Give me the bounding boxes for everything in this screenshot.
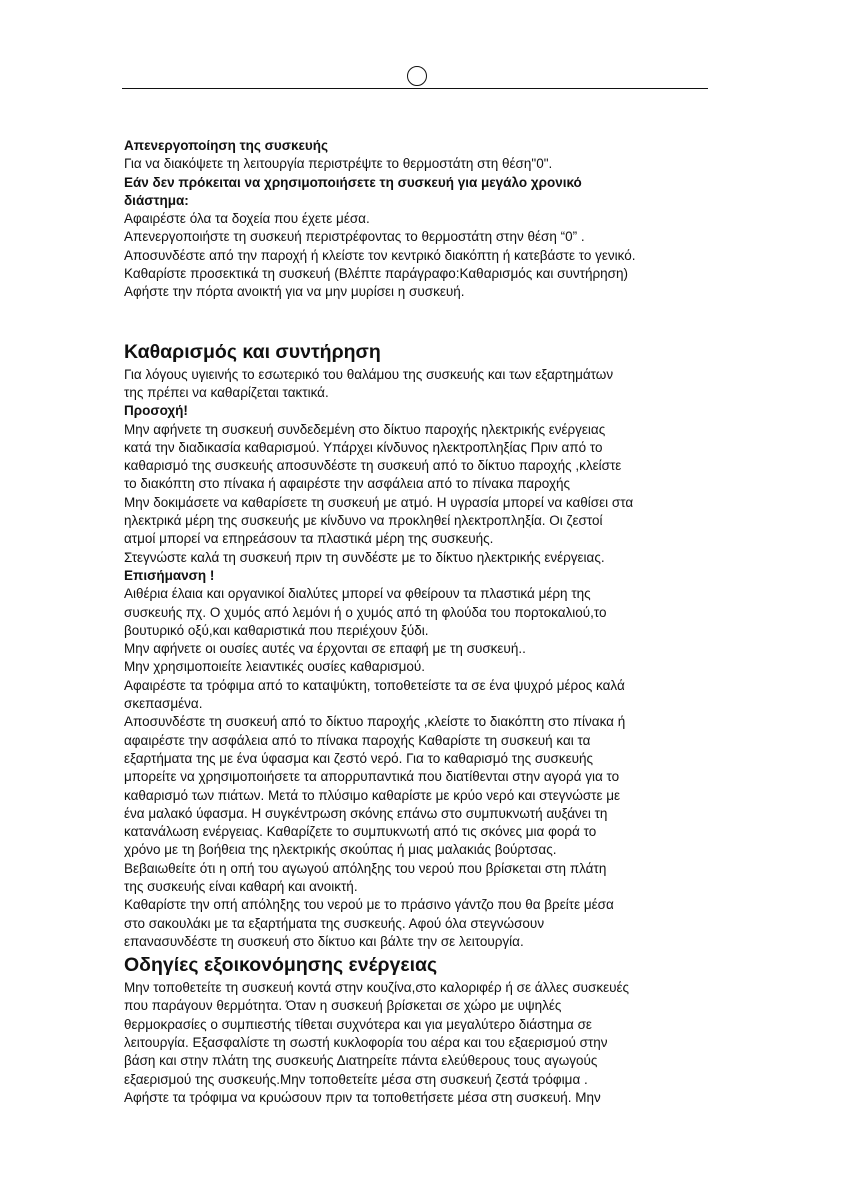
- text-line: Αφαιρέστε όλα τα δοχεία που έχετε μέσα.: [124, 211, 370, 227]
- header-rule: [122, 88, 708, 89]
- text-line: στο σακουλάκι με τα εξαρτήματα της συσκευής. Αφού όλα στεγνώσουν: [124, 915, 545, 931]
- text-line: Για να διακόψετε τη λειτουργία περιστρέψτε το θερμοστάτη στη θέση"0".: [124, 156, 553, 172]
- text-line: εξαερισμού της συσκευής.Μην τοποθετείτε μέσα στη συσκευή ζεστά τρόφιμα .: [124, 1071, 588, 1087]
- text-line: αφαιρέστε την ασφάλεια από το πίνακα παροχής Καθαρίστε τη συσκευή και τα: [124, 732, 591, 748]
- text-line: Αποσυνδέστε τη συσκευή από το δίκτυο παροχής ,κλείστε το διακόπτη στο πίνακα ή: [124, 714, 626, 730]
- text-line: Αιθέρια έλαια και οργανικοί διαλύτες μπορεί να φθείρουν τα πλαστικά μέρη της: [124, 586, 591, 602]
- text-line: Απενεργοποιήστε τη συσκευή περιστρέφοντας το θερμοστάτη στην θέση “0” .: [124, 229, 585, 245]
- text-line: επανασυνδέστε τη συσκευή στο δίκτυο και βάλτε την σε λειτουργία.: [124, 933, 524, 949]
- text-line: που παράγουν θερμότητα. Όταν η συσκευή βρίσκεται σε χώρο με υψηλές: [124, 998, 562, 1014]
- text-line: Μην τοποθετείτε τη συσκευή κοντά στην κουζίνα,στο καλοριφέρ ή σε άλλες συσκευές: [124, 980, 630, 996]
- text-line: κατανάλωση ενέργειας. Καθαρίζετε το συμπυκνωτή από τις σκόνες μια φορά το: [124, 824, 597, 840]
- text-line: Βεβαιωθείτε ότι η οπή του αγωγού απόληξης του νερού που βρίσκεται στη πλάτη: [124, 860, 607, 876]
- text-line: Αφαιρέστε τα τρόφιμα από το καταψύκτη, τοποθετείστε τα σε ένα ψυχρό μέρος καλά: [124, 677, 625, 693]
- text-line: Αποσυνδέστε από την παροχή ή κλείστε τον κεντρικό διακόπτη ή κατεβάστε το γενικό.: [124, 247, 636, 263]
- text-line-bold: Προσοχή!: [124, 403, 188, 419]
- text-line: σκεπασμένα.: [124, 696, 203, 712]
- text-line: καθαρισμό της συσκευής αποσυνδέστε τη συσκευή από το δίκτυο παροχής ,κλείστε: [124, 458, 622, 474]
- text-line: Αφήστε την πόρτα ανοικτή για να μην μυρίσει η συσκευή.: [124, 284, 465, 300]
- text-line: ηλεκτρικά μέρη της συσκευής με κίνδυνο να προκληθεί ηλεκτροπληξία. Οι ζεστοί: [124, 513, 603, 529]
- document-body: [124, 137, 724, 1107]
- text-line: χρόνο με τη βοήθεια της ηλεκτρικής σκούπας ή μιας μαλακιάς βούρτσας.: [124, 842, 557, 858]
- text-line: θερμοκρασίες ο συμπιεστής τίθεται συχνότερα και για μεγαλύτερο διάστημα σε: [124, 1016, 592, 1032]
- text-line: Στεγνώστε καλά τη συσκευή πριν τη συνδέστε με το δίκτυο ηλεκτρικής ενέργειας.: [124, 549, 605, 565]
- text-line: Αφήστε τα τρόφιμα να κρυώσουν πριν τα τοποθετήσετε μέσα στη συσκευή. Μην: [124, 1089, 601, 1105]
- text-line: Καθαρίστε προσεκτικά τη συσκευή (Βλέπτε παράγραφο:Καθαρισμός και συντήρηση): [124, 266, 629, 282]
- page-number-circle: [407, 66, 427, 86]
- text-line: της συσκευής είναι καθαρή και ανοικτή.: [124, 878, 358, 894]
- text-line: εξαρτήματα της με ένα ύφασμα και ζεστό νερό. Για το καθαρισμό της συσκευής: [124, 750, 594, 766]
- text-line: Καθαρίστε την οπή απόληξης του νερού με το πράσινο γάντζο που θα βρείτε μέσα: [124, 897, 614, 913]
- text-line: το διακόπτη στο πίνακα ή αφαιρέστε την ασφάλεια από το πίνακα παροχής: [124, 476, 571, 492]
- text-line: Μην χρησιμοποιείτε λειαντικές ουσίες καθαρισμού.: [124, 659, 426, 675]
- text-line: Μην αφήνετε οι ουσίες αυτές να έρχονται σε επαφή με τη συσκευή..: [124, 641, 526, 657]
- text-line: βουτυρικό οξύ,και καθαριστικά που περιέχουν ξύδι.: [124, 622, 429, 638]
- text-line: της πρέπει να καθαρίζεται τακτικά.: [124, 384, 329, 400]
- text-line: ατμοί μπορεί να επηρεάσουν τα πλαστικά μέρη της συσκευής.: [124, 531, 494, 547]
- text-line-bold: Επισήμανση !: [124, 567, 215, 583]
- section-title-power-off: Απενεργοποίηση της συσκευής: [124, 138, 329, 153]
- text-line: βάση και στην πλάτη της συσκευής Διατηρείτε πάντα ελεύθερους τους αγωγούς: [124, 1053, 598, 1069]
- text-line-bold: Εάν δεν πρόκειται να χρησιμοποιήσετε τη συσκευή για μεγάλο χρονικό: [124, 174, 582, 190]
- text-line: κατά την διαδικασία καθαρισμού. Υπάρχει κίνδυνος ηλεκτροπληξίας Πριν από το: [124, 439, 603, 455]
- text-line: ένα μαλακό ύφασμα. Η συγκέντρωση σκόνης επάνω στο συμπυκνωτή αυξάνει τη: [124, 805, 608, 821]
- text-line: Μην δοκιμάσετε να καθαρίσετε τη συσκευή με ατμό. Η υγρασία μπορεί να καθίσει στα: [124, 494, 634, 510]
- section-heading-energy: Οδηγίες εξοικονόμησης ενέργειας: [124, 954, 438, 977]
- text-line: λειτουργία. Εξασφαλίστε τη σωστή κυκλοφορία του αέρα και του εξαερισμού στην: [124, 1035, 608, 1051]
- text-line: μπορείτε να χρησιμοποιήσετε τα απορρυπαντικά που διατίθενται στην αγορά για το: [124, 769, 620, 785]
- text-line: καθαρισμό των πιάτων. Μετά το πλύσιμο καθαρίστε με κρύο νερό και στεγνώστε με: [124, 787, 621, 803]
- section-heading-cleaning: Καθαρισμός και συντήρηση: [124, 340, 381, 363]
- text-line: Για λόγους υγιεινής το εσωτερικό του θαλάμου της συσκευής και των εξαρτημάτων: [124, 366, 614, 382]
- text-line-bold: διάστημα:: [124, 192, 189, 208]
- text-line: Μην αφήνετε τη συσκευή συνδεδεμένη στο δίκτυο παροχής ηλεκτρικής ενέργειας: [124, 421, 606, 437]
- text-line: συσκευής πχ. Ο χυμός από λεμόνι ή ο χυμός από τη φλούδα του πορτοκαλιού,το: [124, 604, 607, 620]
